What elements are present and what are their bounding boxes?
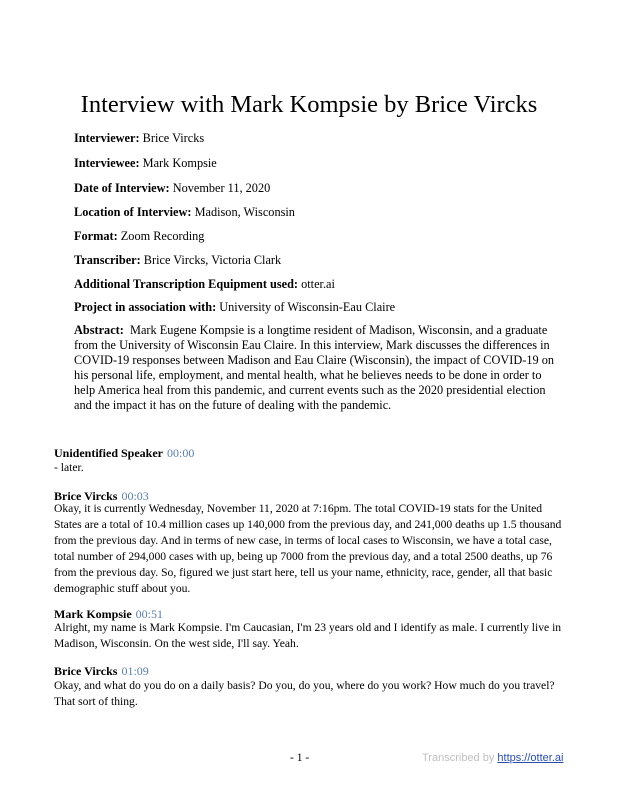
meta-interviewee: [74, 155, 554, 171]
meta-label: Project in association with:: [74, 300, 217, 314]
abstract-text: Mark Eugene Kompsie is a longtime resident of Madison, Wisconsin, and a graduate from the University of Wisconsin Eau Claire. In this interview, Mark discusses the differences in COVID-19 responses between Madison and Eau Claire (Wisconsin), the impact of COVID-19 on his personal life, employment, and mental health, what he believes needs to be done in order to help America heal from this pandemic, and current events such as the 2020 presidential election and the impact it has on the future of dealing with the pandemic.: [74, 323, 554, 412]
speaker-name: Mark Kompsie: [54, 607, 132, 621]
timestamp[interactable]: 00:00: [167, 446, 195, 460]
otter-link[interactable]: https://otter.ai: [497, 752, 564, 764]
meta-transcriber: [74, 252, 554, 268]
meta-project: [74, 299, 554, 315]
transcribed-by: [422, 752, 563, 764]
speaker-line: [54, 446, 194, 461]
speaker-line: [54, 664, 149, 679]
transcript-text: Okay, and what do you do on a daily basis? Do you, do you, where do you work? How much do you travel? That sort of thing.: [54, 679, 555, 708]
meta-label: Interviewee:: [74, 156, 140, 170]
page-number: - 1 -: [290, 752, 310, 764]
meta-interviewer: [74, 130, 554, 146]
abstract-label: Abstract:: [74, 323, 124, 337]
meta-label: Format:: [74, 229, 118, 243]
transcript-text: - later.: [54, 461, 84, 474]
meta-value: University of Wisconsin-Eau Claire: [219, 300, 396, 314]
meta-value: Mark Kompsie: [142, 156, 217, 170]
meta-value: otter.ai: [301, 277, 335, 291]
meta-date: [74, 180, 554, 196]
timestamp[interactable]: 00:03: [121, 489, 149, 503]
transcript-text: Okay, it is currently Wednesday, November 11, 2020 at 7:16pm. The total COVID-19 stats for the United States are a total of 10.4 million cases up 140,000 from the previous day, and 241,000 deaths up 1.5 thousand from the previous day. And in terms of new case, in terms of local cases to Wisconsin, we have a total case, total number of 294,000 cases with up, being up 7000 from the previous day, and a total 2500 deaths, up 76 from the previous day. So, figured we just start here, tell us your name, ethnicity, race, gender, all that basic demographic stuff about you.: [54, 502, 562, 595]
speaker-name: Brice Vircks: [54, 489, 118, 503]
page-title: Interview with Mark Kompsie by Brice Vircks: [80, 91, 538, 118]
meta-label: Location of Interview:: [74, 205, 192, 219]
transcribed-by-label: Transcribed by: [422, 752, 495, 764]
transcript-text: Alright, my name is Mark Kompsie. I'm Caucasian, I'm 23 years old and I identify as male. I currently live in Madison, Wisconsin. On the west side, I'll say. Yeah.: [54, 621, 562, 650]
abstract: [74, 323, 560, 413]
meta-value: November 11, 2020: [172, 181, 271, 195]
meta-value: Brice Vircks: [142, 131, 205, 145]
timestamp[interactable]: 00:51: [135, 607, 164, 621]
meta-equipment: [74, 276, 554, 292]
meta-label: Transcriber:: [74, 253, 141, 267]
meta-label: Date of Interview:: [74, 181, 170, 195]
meta-location: [74, 204, 554, 220]
timestamp[interactable]: 01:09: [121, 664, 149, 678]
meta-value: Madison, Wisconsin: [194, 205, 295, 219]
meta-label: Interviewer:: [74, 131, 140, 145]
meta-format: [74, 228, 554, 244]
meta-value: Zoom Recording: [120, 229, 205, 243]
meta-value: Brice Vircks, Victoria Clark: [143, 253, 282, 267]
speaker-name: Brice Vircks: [54, 664, 118, 678]
meta-label: Additional Transcription Equipment used:: [74, 277, 299, 291]
speaker-name: Unidentified Speaker: [54, 446, 164, 460]
